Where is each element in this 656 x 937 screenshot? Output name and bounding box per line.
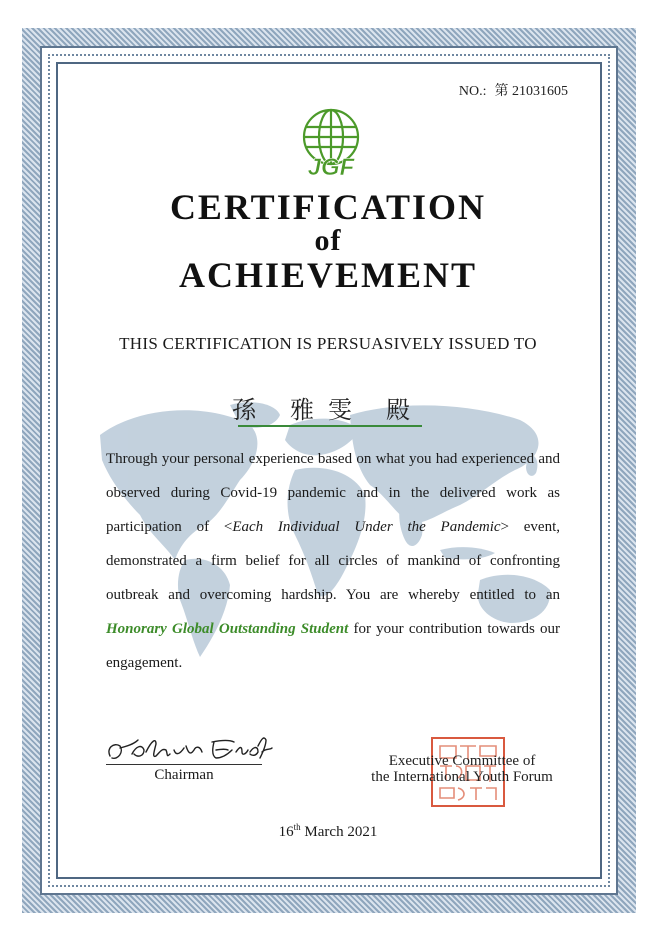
certificate-number-value: 第 21031605 (494, 84, 568, 99)
certificate-number-label: NO.: (458, 84, 487, 99)
recipient-name: 孫 雅雯 殿 (232, 398, 424, 424)
logo-text: JGF (307, 154, 355, 179)
signature-image (104, 732, 274, 768)
honor-title: Honorary Global Outstanding Student (106, 621, 349, 637)
signature-text: Otohiko Endo (104, 732, 110, 733)
date-suffix: th (293, 822, 301, 832)
title-line-2: of (314, 224, 342, 257)
committee-line-2: the International Youth Forum (371, 769, 553, 785)
issue-date (0, 822, 656, 841)
date-day: 16 (278, 824, 294, 840)
certificate-body (106, 442, 560, 680)
issued-to-heading: THIS CERTIFICATION IS PERSUASIVELY ISSUED TO (119, 334, 537, 353)
date-rest: March 2021 (300, 824, 378, 840)
body-part-2: > event, demonstrated a firm belief for all circles of mankind of confronting outbreak and overcoming hardship. You are whereby entitled to an (106, 519, 560, 603)
title-line-1: CERTIFICATION (169, 187, 487, 227)
event-name: Each Individual Under the Pandemic (232, 519, 501, 535)
signature-line (106, 764, 262, 765)
signer-title: Chairman (154, 767, 214, 783)
certificate-number (459, 80, 568, 100)
committee-name (356, 753, 568, 785)
title-line-3: ACHIEVEMENT (178, 255, 478, 295)
recipient-underline (238, 425, 422, 427)
globe-logo-icon (296, 107, 366, 179)
body-part-3: for your contribution towards our engagement. (106, 621, 560, 671)
body-part-1: Through your personal experience based on what you had experienced and observed during Covid-19 pandemic and in the delivered work as participation of < (106, 451, 560, 535)
committee-line-1: Executive Committee of (388, 753, 536, 769)
